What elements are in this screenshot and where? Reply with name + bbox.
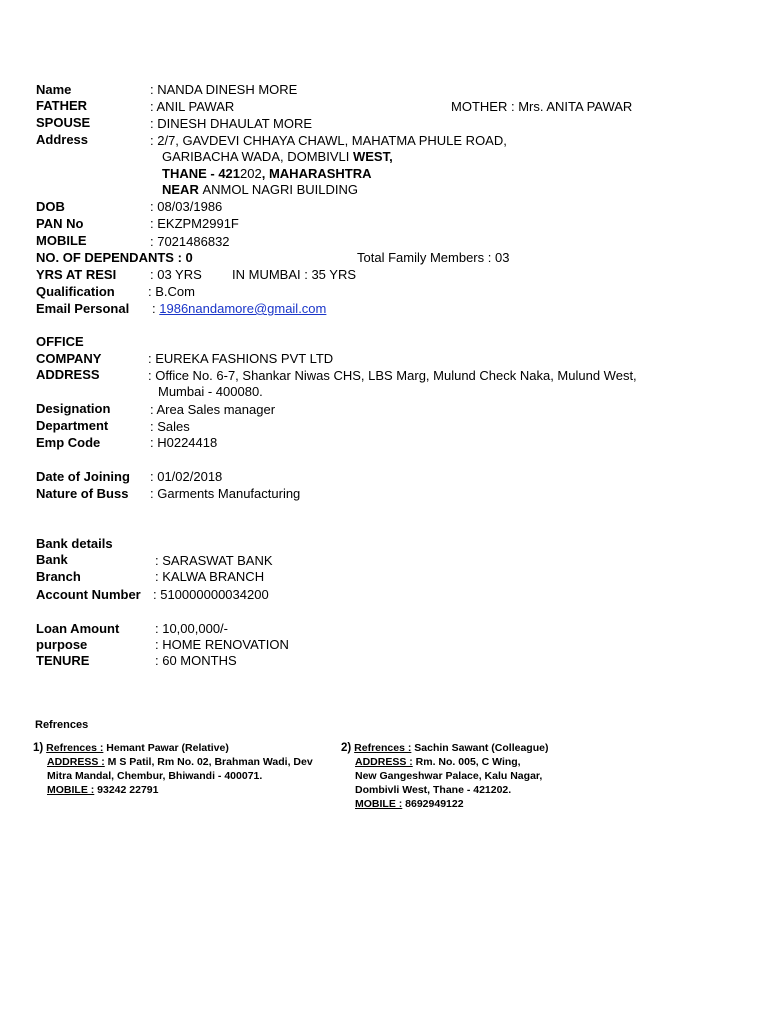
reference-2-address-value-2: New Gangeshwar Palace, Kalu Nagar, — [355, 770, 543, 782]
address-line-4 — [162, 182, 358, 198]
address-line-2 — [162, 149, 393, 165]
office-heading: OFFICE — [36, 334, 84, 349]
loan-amount-label: Loan Amount — [36, 621, 120, 636]
reference-2-mobile-value: 8692949122 — [402, 798, 464, 810]
reference-2-address-value-3: Dombivli West, Thane - 421202. — [355, 784, 512, 796]
yrs-resi-label: YRS AT RESI — [36, 267, 117, 282]
father-value: : ANIL PAWAR — [150, 99, 235, 114]
yrs-resi-value: : 03 YRS — [150, 267, 202, 282]
dependants-label: NO. OF DEPENDANTS : 0 — [36, 250, 193, 265]
purpose-label: purpose — [36, 637, 88, 652]
reference-2-mobile — [341, 797, 548, 811]
qualification-value: : B.Com — [148, 284, 195, 299]
branch-label: Branch — [36, 569, 81, 584]
address-label: Address — [36, 132, 89, 147]
office-address-line-1: : Office No. 6-7, Shankar Niwas CHS, LBS Marg, Mulund Check Naka, Mulund West, — [148, 368, 637, 383]
email-separator: : — [152, 301, 156, 316]
dob-value: : 08/03/1986 — [150, 199, 223, 214]
address-line-2-a: GARIBACHA WADA, DOMBIVLI — [162, 149, 353, 164]
father-label: FATHER — [36, 98, 88, 113]
reference-1-mobile-value: 93242 22791 — [94, 784, 159, 796]
email-field — [152, 301, 326, 317]
address-line-2-b: WEST, — [352, 149, 393, 164]
company-value: : EUREKA FASHIONS PVT LTD — [148, 351, 334, 366]
reference-2-title-value: Sachin Sawant (Colleague) — [411, 742, 549, 754]
spouse-value: : DINESH DHAULAT MORE — [150, 116, 313, 131]
family-label: Total Family Members : — [357, 250, 495, 265]
reference-2-address — [341, 755, 548, 769]
dob-label: DOB — [36, 199, 65, 214]
bank-label: Bank — [36, 552, 68, 567]
mother-value: Mrs. ANITA PAWAR — [518, 99, 633, 114]
reference-2-title — [341, 741, 548, 755]
tenure-label: TENURE — [36, 653, 90, 668]
reference-1-mobile-label: MOBILE : — [47, 784, 95, 796]
department-value: : Sales — [150, 419, 190, 434]
reference-2 — [341, 741, 548, 811]
in-mumbai-label: IN MUMBAI : — [232, 267, 312, 282]
bank-value: : SARASWAT BANK — [155, 553, 273, 568]
designation-value: : Area Sales manager — [150, 402, 276, 417]
account-label: Account Number — [36, 587, 141, 602]
office-address-label: ADDRESS — [36, 367, 100, 382]
family-members — [357, 250, 509, 266]
branch-value: : KALWA BRANCH — [155, 569, 265, 584]
nature-value: : Garments Manufacturing — [150, 486, 301, 501]
reference-1-title — [33, 741, 313, 755]
reference-2-title-label: Refrences : — [354, 742, 412, 754]
mobile-label: MOBILE — [36, 233, 87, 248]
email-link[interactable]: 1986nandamore@gmail.com — [159, 301, 327, 316]
pan-label: PAN No — [36, 216, 84, 231]
tenure-value: : 60 MONTHS — [155, 653, 237, 668]
name-value: : NANDA DINESH MORE — [150, 82, 298, 97]
address-line-3-b: 202 — [240, 166, 262, 181]
in-mumbai-value: 35 YRS — [311, 267, 357, 282]
reference-1-address-label: ADDRESS : — [47, 756, 105, 768]
mobile-value: : 7021486832 — [150, 234, 230, 249]
purpose-value: : HOME RENOVATION — [155, 637, 289, 652]
address-line-1: : 2/7, GAVDEVI CHHAYA CHAWL, MAHATMA PHULE ROAD, — [150, 133, 507, 148]
address-line-3-a: THANE - 421 — [162, 166, 241, 181]
reference-1-address-value-2: Mitra Mandal, Chembur, Bhiwandi - 400071. — [47, 770, 263, 782]
spouse-label: SPOUSE — [36, 115, 91, 130]
empcode-label: Emp Code — [36, 435, 101, 450]
reference-1-title-label: Refrences : — [46, 742, 104, 754]
nature-label: Nature of Buss — [36, 486, 129, 501]
designation-label: Designation — [36, 401, 111, 416]
bank-heading: Bank details — [36, 536, 113, 551]
address-line-4-b: ANMOL NAGRI BUILDING — [202, 182, 358, 197]
account-value: : 510000000034200 — [153, 587, 269, 602]
empcode-value: : H0224418 — [150, 435, 218, 450]
reference-1 — [33, 741, 313, 797]
reference-1-address — [33, 755, 313, 769]
mother-label: MOTHER : — [451, 99, 515, 114]
address-line-3-c: , MAHARASHTRA — [261, 166, 372, 181]
reference-2-num: 2) — [341, 742, 352, 754]
office-address-line-2: Mumbai - 400080. — [158, 384, 263, 399]
pan-value: : EKZPM2991F — [150, 216, 239, 231]
reference-2-address-value-1: Rm. No. 005, C Wing, — [412, 756, 521, 768]
reference-1-title-value: Hemant Pawar (Relative) — [103, 742, 229, 754]
address-line-3 — [162, 166, 372, 182]
address-line-4-a: NEAR — [162, 182, 203, 197]
doj-value: : 01/02/2018 — [150, 469, 223, 484]
reference-2-address-label: ADDRESS : — [355, 756, 413, 768]
in-mumbai — [232, 267, 356, 283]
doj-label: Date of Joining — [36, 469, 130, 484]
reference-1-address-value-1: M S Patil, Rm No. 02, Brahman Wadi, Dev — [104, 756, 313, 768]
department-label: Department — [36, 418, 109, 433]
reference-2-mobile-label: MOBILE : — [355, 798, 403, 810]
qualification-label: Qualification — [36, 284, 115, 299]
reference-1-num: 1) — [33, 742, 44, 754]
name-label: Name — [36, 82, 72, 97]
references-heading: Refrences — [35, 719, 89, 731]
loan-amount-value: : 10,00,000/- — [155, 621, 228, 636]
family-value: 03 — [494, 250, 510, 265]
company-label: COMPANY — [36, 351, 102, 366]
email-label: Email Personal — [36, 301, 130, 316]
reference-1-mobile — [33, 783, 313, 797]
mother-field — [451, 99, 632, 115]
